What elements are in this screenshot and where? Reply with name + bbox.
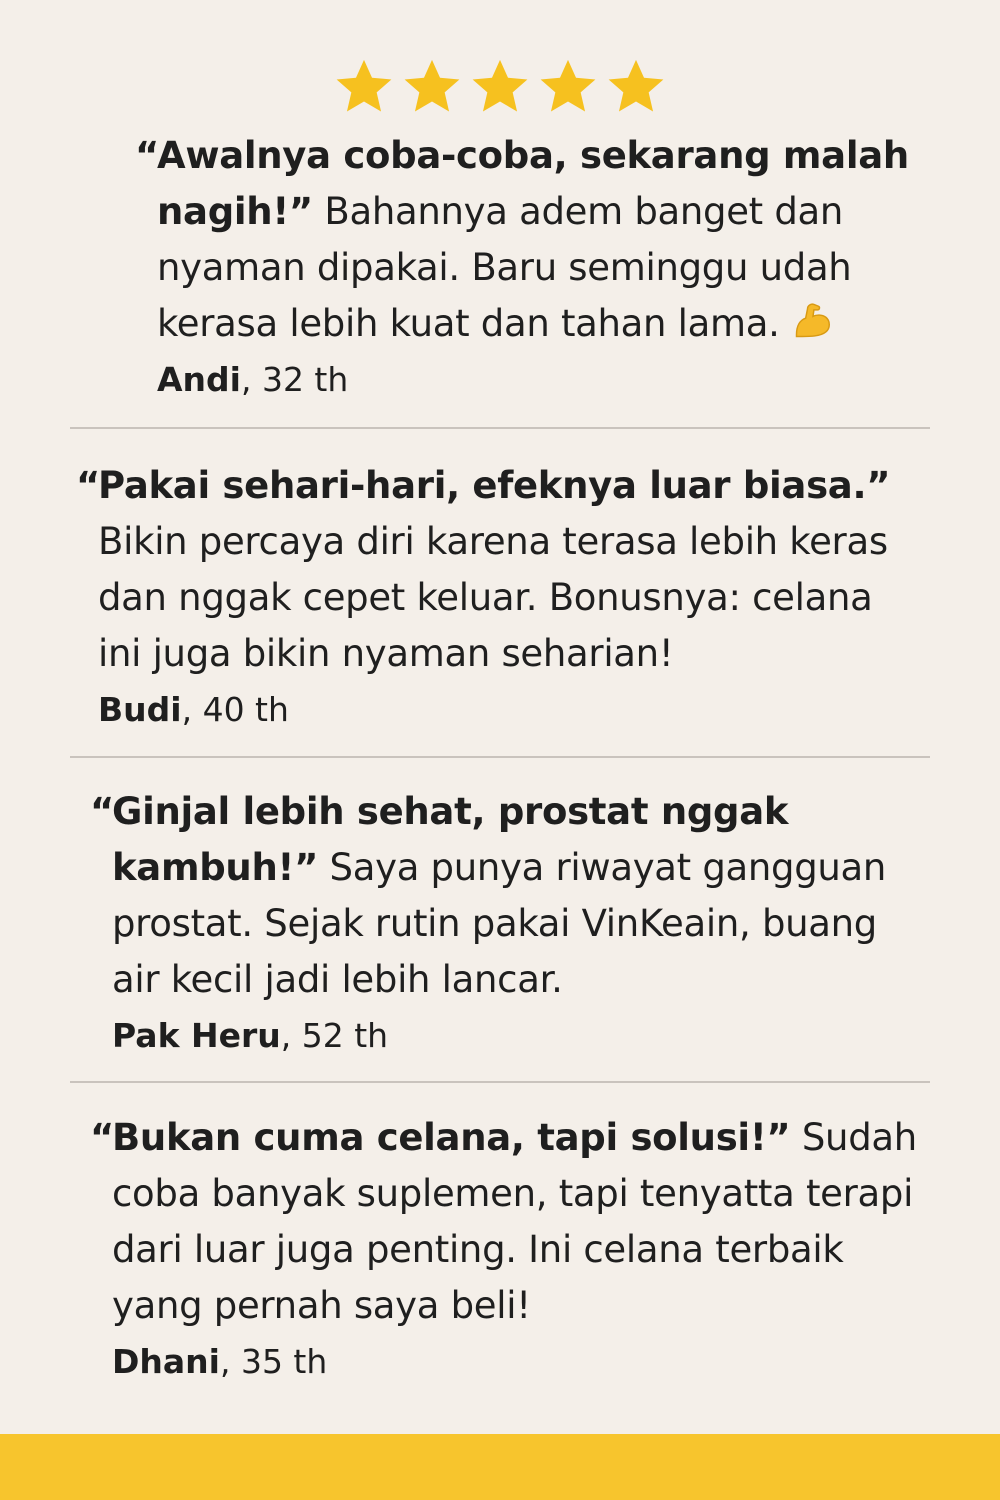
review-text — [135, 128, 947, 352]
divider — [70, 1081, 930, 1083]
author-name: Dhani — [112, 1342, 220, 1381]
open-quote: “ — [90, 790, 115, 833]
review-text — [90, 784, 902, 1008]
author-name: Pak Heru — [112, 1016, 281, 1055]
review-card — [76, 458, 908, 734]
review-body: Sudah coba banyak suplemen, tapi tenyatta terapi dari luar juga penting. Ini celana terbaik yang pernah saya beli! — [112, 1116, 917, 1327]
divider — [70, 427, 930, 429]
review-card — [90, 1110, 932, 1386]
footer-bar — [0, 1434, 1000, 1500]
review-card — [135, 128, 947, 404]
review-text — [76, 458, 908, 682]
review-headline: Bukan cuma celana, tapi solusi!” — [112, 1116, 791, 1159]
review-author — [98, 686, 908, 734]
star-icon — [605, 56, 667, 118]
divider — [70, 756, 930, 758]
review-headline: Awalnya coba-coba, sekarang malah nagih!” — [157, 134, 909, 233]
star-rating — [0, 56, 1000, 118]
review-body: Saya punya riwayat gangguan prostat. Sejak rutin pakai VinKeain, buang air kecil jadi lebih lancar. — [112, 846, 887, 1001]
review-body: Bikin percaya diri karena terasa lebih keras dan nggak cepet keluar. Bonusnya: celana ini juga bikin nyaman seharian! — [98, 520, 888, 675]
review-headline: Ginjal lebih sehat, prostat nggak kambuh!” — [112, 790, 789, 889]
star-icon — [537, 56, 599, 118]
flexed-biceps-icon — [791, 298, 835, 342]
author-name: Andi — [157, 360, 241, 399]
review-author — [112, 1012, 902, 1060]
open-quote: “ — [135, 134, 160, 177]
author-name: Budi — [98, 690, 182, 729]
star-icon — [401, 56, 463, 118]
open-quote: “ — [76, 464, 101, 507]
review-author — [157, 356, 947, 404]
review-text — [90, 1110, 932, 1334]
open-quote: “ — [90, 1116, 115, 1159]
review-headline: Pakai sehari-hari, efeknya luar biasa.” — [98, 464, 891, 507]
author-age: , 35 th — [219, 1342, 328, 1381]
star-icon — [469, 56, 531, 118]
author-age: , 52 th — [280, 1016, 389, 1055]
author-age: , 40 th — [181, 690, 289, 729]
review-body: Bahannya adem banget dan nyaman dipakai. Baru seminggu udah kerasa lebih kuat dan tahan lama. — [157, 190, 852, 345]
review-author — [112, 1338, 932, 1386]
author-age: , 32 th — [240, 360, 349, 399]
review-card — [90, 784, 902, 1060]
star-icon — [333, 56, 395, 118]
